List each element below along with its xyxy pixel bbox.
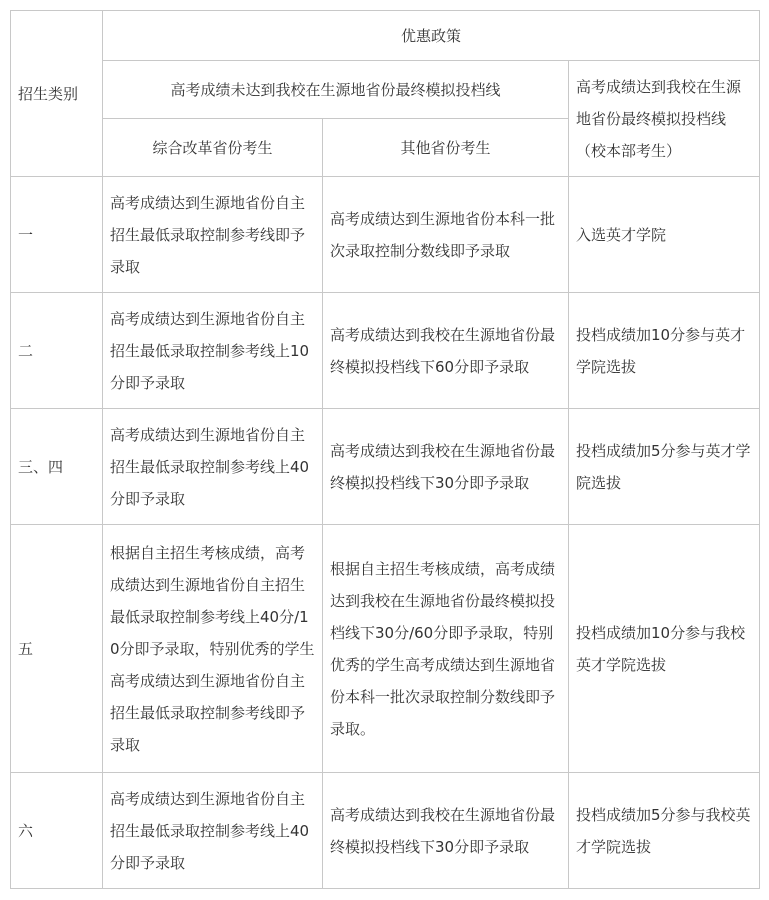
reform-cell: 高考成绩达到生源地省份自主招生最低录取控制参考线上40分即予录取 — [103, 773, 323, 889]
other-header: 其他省份考生 — [323, 119, 569, 177]
reform-cell: 根据自主招生考核成绩，高考成绩达到生源地省份自主招生最低录取控制参考线上40分/10分即予录取，特别优秀的学生高考成绩达到生源地省份自主招生最低录取控制参考线即予录取 — [103, 525, 323, 773]
reform-cell: 高考成绩达到生源地省份自主招生最低录取控制参考线上10分即予录取 — [103, 293, 323, 409]
other-cell: 高考成绩达到我校在生源地省份最终模拟投档线下30分即予录取 — [323, 773, 569, 889]
policy-table-wrapper — [10, 10, 760, 889]
reached-cell: 入选英才学院 — [569, 177, 760, 293]
category-cell: 三、四 — [11, 409, 103, 525]
reform-cell: 高考成绩达到生源地省份自主招生最低录取控制参考线上40分即予录取 — [103, 409, 323, 525]
table-row — [11, 525, 760, 773]
table-row — [11, 773, 760, 889]
category-cell: 二 — [11, 293, 103, 409]
other-cell: 高考成绩达到我校在生源地省份最终模拟投档线下30分即予录取 — [323, 409, 569, 525]
category-cell: 五 — [11, 525, 103, 773]
not-reached-header: 高考成绩未达到我校在生源地省份最终模拟投档线 — [103, 61, 569, 119]
reached-cell: 投档成绩加5分参与英才学院选拔 — [569, 409, 760, 525]
reached-cell: 投档成绩加10分参与我校英才学院选拔 — [569, 525, 760, 773]
category-cell: 一 — [11, 177, 103, 293]
reform-cell: 高考成绩达到生源地省份自主招生最低录取控制参考线即予录取 — [103, 177, 323, 293]
header-row-2 — [11, 61, 760, 119]
table-row — [11, 409, 760, 525]
table-row — [11, 177, 760, 293]
category-header: 招生类别 — [11, 11, 103, 177]
header-row-1 — [11, 11, 760, 61]
table-row — [11, 293, 760, 409]
policy-header: 优惠政策 — [103, 11, 760, 61]
reform-header: 综合改革省份考生 — [103, 119, 323, 177]
reached-cell: 投档成绩加10分参与英才学院选拔 — [569, 293, 760, 409]
admission-policy-table — [10, 10, 760, 889]
reached-header: 高考成绩达到我校在生源地省份最终模拟投档线（校本部考生） — [569, 61, 760, 177]
other-cell: 高考成绩达到生源地省份本科一批次录取控制分数线即予录取 — [323, 177, 569, 293]
category-cell: 六 — [11, 773, 103, 889]
other-cell: 根据自主招生考核成绩，高考成绩达到我校在生源地省份最终模拟投档线下30分/60分即予录取，特别优秀的学生高考成绩达到生源地省份本科一批次录取控制分数线即予录取。 — [323, 525, 569, 773]
reached-cell: 投档成绩加5分参与我校英才学院选拔 — [569, 773, 760, 889]
other-cell: 高考成绩达到我校在生源地省份最终模拟投档线下60分即予录取 — [323, 293, 569, 409]
